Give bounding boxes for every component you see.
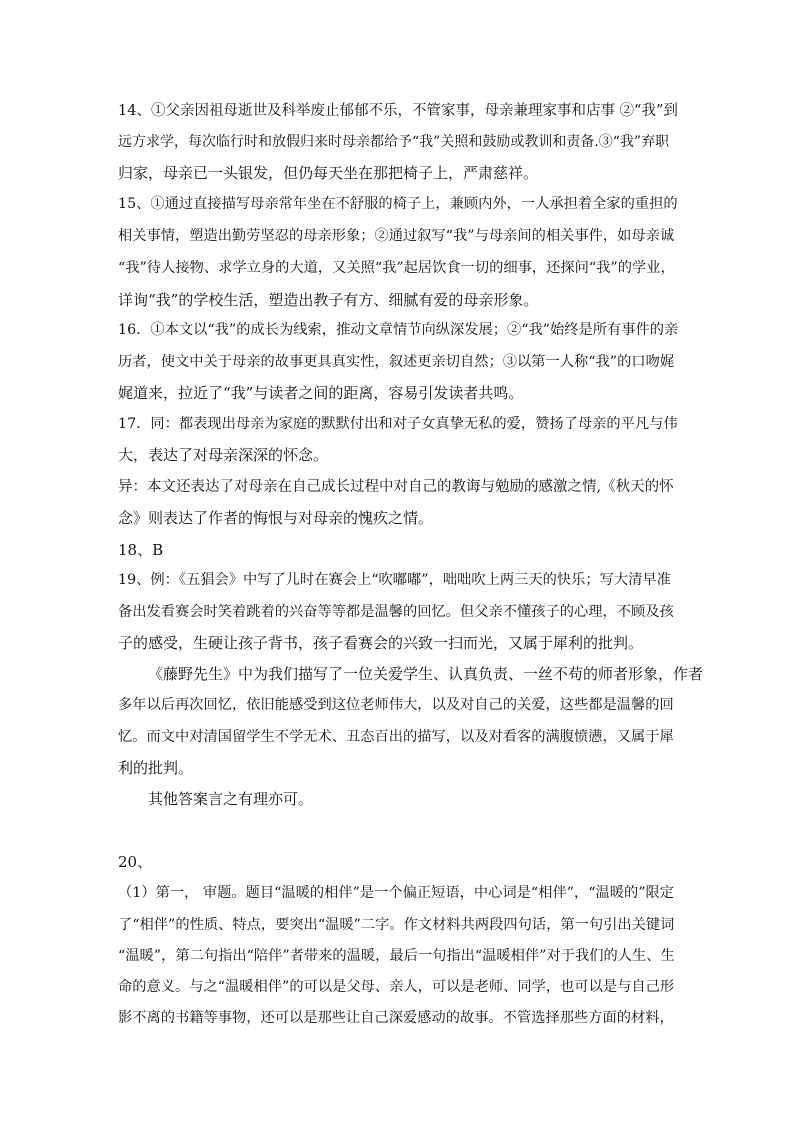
text-line: 相关事情，塑造出勤劳坚忍的母亲形象；②通过叙写“我”与母亲间的相关事件，如母亲诚 (118, 228, 675, 244)
text-line: 备出发看赛会时笑着跳着的兴奋等等都是温馨的回忆。但父亲不懂孩子的心理，不顾及孩 (118, 604, 674, 620)
text-line: 远方求学，每次临行时和放假归来时母亲都给予“我”关照和鼓励或教训和责备.③“我”弃职 (118, 134, 670, 150)
text-line: 17．同：都表现出母亲为家庭的默默付出和对子女真挚无私的爱，赞扬了母亲的平凡与伟 (118, 416, 678, 432)
text-line: 19、例：《五猖会》中写了儿时在赛会上“吹嘟嘟”，咄咄吹上两三天的快乐；写大清早准 (118, 572, 671, 588)
text-line: 多年以后再次回忆，依旧能感受到这位老师伟大，以及对自己的关爱，这些都是温馨的回 (118, 697, 674, 713)
text-line: “我”待人接物、求学立身的大道，又关照“我”起居饮食一切的细事，还探问“我”的学业， (118, 260, 675, 276)
text-line: 影不离的书籍等事物，还可以是那些让自己深爱感动的故事。不管选择那些方面的材料， (118, 1010, 674, 1026)
text-line: 20、 (118, 853, 153, 871)
text-line: 18、B (118, 541, 164, 559)
text-line: 《藤野先生》中为我们描写了一位关爱学生、认真负责、一丝不苟的师者形象，作者 (148, 665, 704, 683)
text-line: 历者，使文中关于母亲的故事更具真实性，叙述更亲切自然；③以第一人称“我”的口吻娓 (118, 354, 675, 370)
text-line: 了“相伴”的性质、特点，要突出“温暖”二字。作文材料共两段四句话，第一句引出关键词 (118, 917, 675, 933)
text-line: 其他答案言之有理亦可。 (148, 790, 314, 808)
text-line: 忆。而文中对清国留学生不学无术、丑态百出的描写，以及对看客的满腹愤懑，又属于犀 (118, 729, 674, 745)
text-line: 子的感受，生硬让孩子背书，孩子看赛会的兴致一扫而光，又属于犀利的批判。 (118, 634, 644, 652)
text-line: 命的意义。与之“温暖相伴”的可以是父母、亲人，可以是老师、同学，也可以是与自己形 (118, 979, 675, 995)
text-line: 念》则表达了作者的悔恨与对母亲的愧疚之情。 (118, 509, 434, 527)
text-line: 娓道来，拉近了“我”与读者之间的距离，容易引发读者共鸣。 (118, 384, 524, 402)
text-line: 15、①通过直接描写母亲常年坐在不舒服的椅子上，兼顾内外，一人承担着全家的重担的 (118, 196, 678, 212)
text-line: 详询“我”的学校生活，塑造出教子有方、细腻有爱的母亲形象。 (118, 291, 539, 309)
text-line: 利的批判。 (118, 759, 194, 777)
text-line: （1）第一， 审题。题目“温暖的相伴”是一个偏正短语，中心词是“相伴”，“温暖的”限定 (118, 885, 675, 901)
text-line: 归家，母亲已一头银发，但仍每天坐在那把椅子上，严肃慈祥。 (118, 164, 539, 182)
text-line: 14、①父亲因祖母逝世及科举废止郁郁不乐，不管家事，母亲兼理家事和店事 ②“我”到 (118, 103, 678, 119)
text-line: 异：本文还表达了对母亲在自己成长过程中对自己的教诲与勉励的感激之情,《秋天的怀 (118, 479, 674, 495)
text-line: “温暖”，第二句指出“陪伴”者带来的温暖，最后一句指出“温暖相伴”对于我们的人生、生 (118, 948, 675, 964)
text-line: 16．①本文以“我”的成长为线索，推动文章情节向纵深发展；②“我”始终是所有事件的亲 (118, 322, 678, 338)
text-line: 大，表达了对母亲深深的怀念。 (118, 446, 329, 464)
